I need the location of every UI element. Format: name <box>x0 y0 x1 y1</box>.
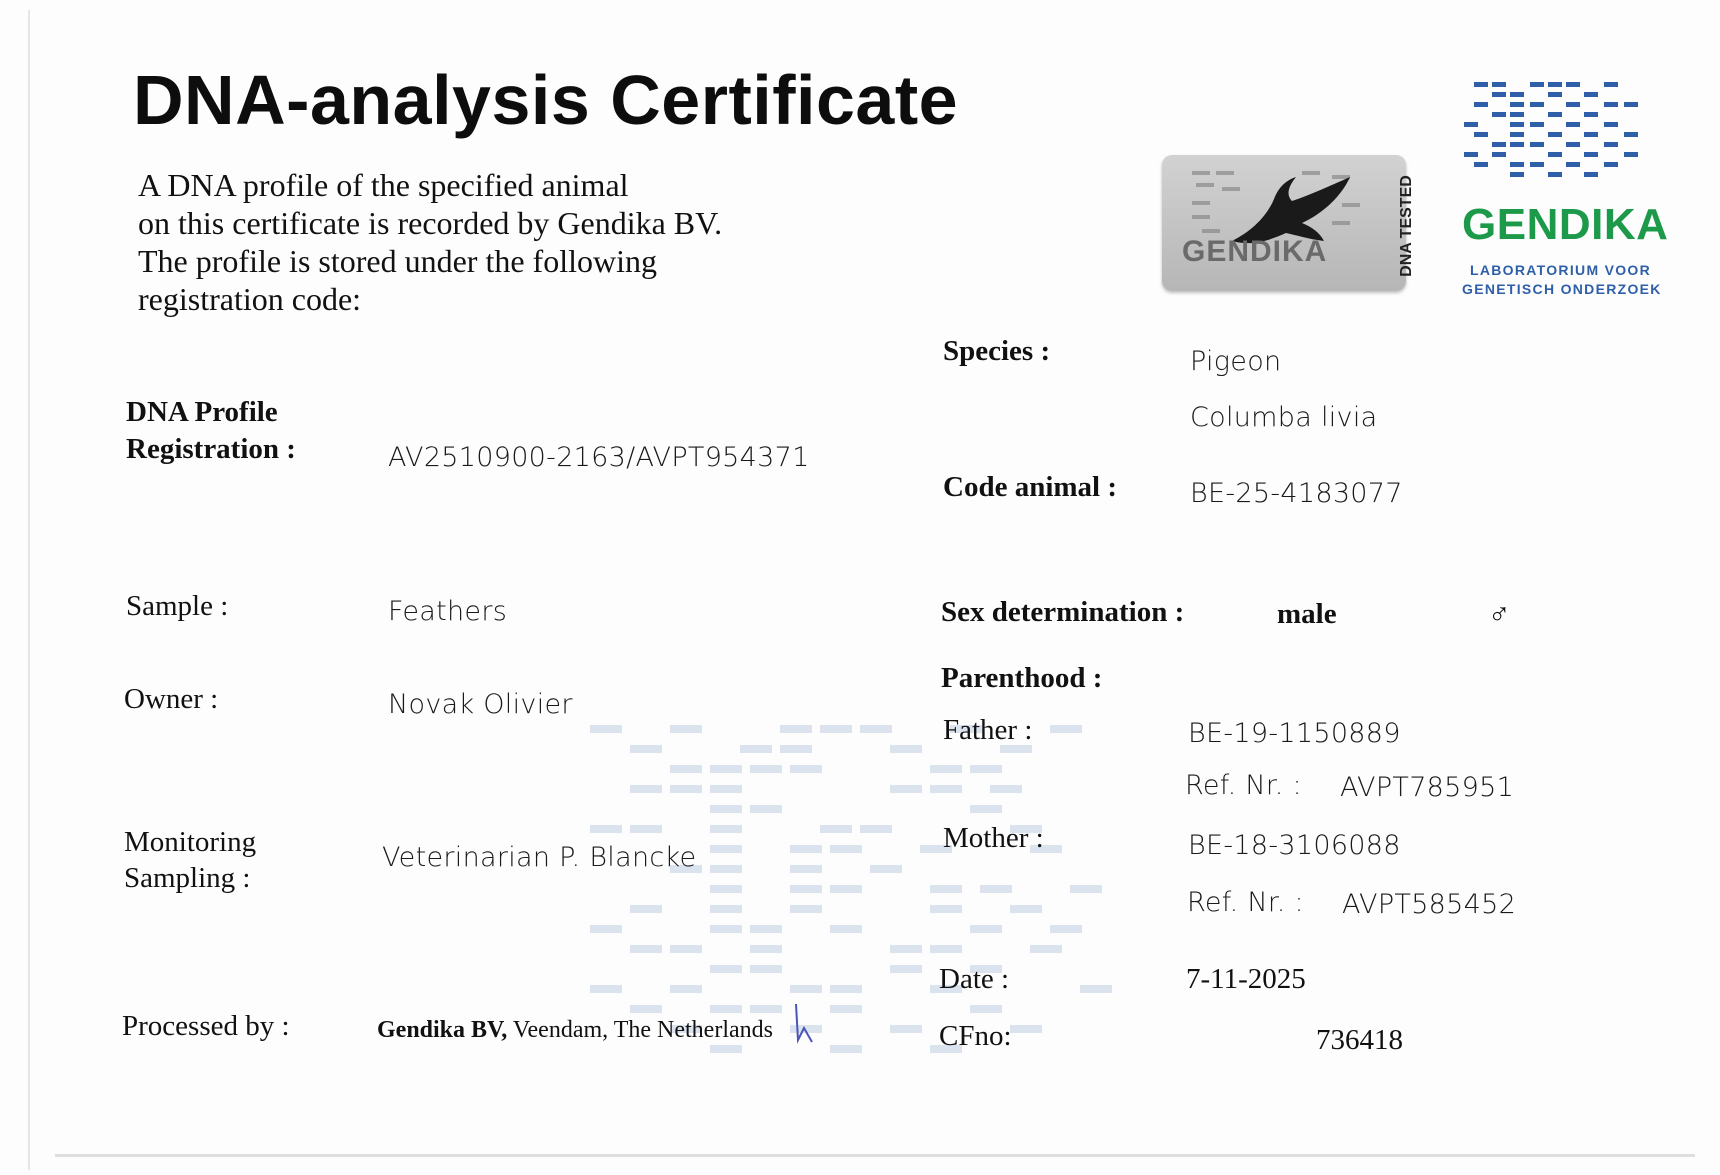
species-common: Pigeon <box>1190 346 1282 377</box>
processed-company: Gendika BV, <box>377 1017 508 1043</box>
father-label: Father : <box>943 714 1033 746</box>
father-ref-value: AVPT785951 <box>1340 772 1515 803</box>
sample-value: Feathers <box>388 596 508 627</box>
processed-value <box>377 1017 773 1044</box>
species-label: Species : <box>943 335 1051 367</box>
species-latin: Columba livia <box>1190 402 1378 433</box>
intro-line-4: registration code: <box>138 281 362 317</box>
registration-value: AV2510900-2163/AVPT954371 <box>388 442 810 473</box>
date-value: 7-11-2025 <box>1186 963 1306 995</box>
dna-tested-badge <box>1162 155 1415 291</box>
registration-label-2: Registration : <box>126 433 296 465</box>
logo-subtitle-2: GENETISCH ONDERZOEK <box>1462 281 1662 297</box>
cfno-label: CFno: <box>939 1020 1012 1052</box>
cfno-value: 736418 <box>1316 1024 1403 1056</box>
page-edge-left <box>28 10 30 1170</box>
father-value: BE-19-1150889 <box>1188 718 1401 749</box>
intro-line-2: on this certificate is recorded by Gendika BV. <box>138 205 723 241</box>
gendika-logo-icon <box>1464 80 1650 188</box>
intro-line-1: A DNA profile of the specified animal <box>138 167 629 203</box>
monitoring-label-1: Monitoring <box>124 826 257 858</box>
registration-label-1: DNA Profile <box>126 396 278 428</box>
sex-value: male <box>1277 598 1337 630</box>
sex-label: Sex determination : <box>941 596 1185 628</box>
logo-subtitle-1: LABORATORIUM VOOR <box>1470 262 1652 278</box>
logo-name: GENDIKA <box>1462 200 1669 249</box>
monitoring-value: Veterinarian P. Blancke <box>382 842 697 873</box>
mother-ref-label: Ref. Nr. : <box>1187 887 1304 918</box>
owner-value: Novak Olivier <box>388 689 573 720</box>
parenthood-label: Parenthood : <box>941 662 1103 694</box>
owner-label: Owner : <box>124 683 219 715</box>
father-ref-label: Ref. Nr. : <box>1185 770 1302 801</box>
mother-label: Mother : <box>943 822 1044 854</box>
intro-line-3: The profile is stored under the following <box>138 243 657 279</box>
processed-location: Veendam, The Netherlands <box>507 1017 773 1043</box>
code-animal-label: Code animal : <box>943 471 1117 503</box>
male-symbol-icon: ♂ <box>1488 598 1511 631</box>
mother-ref-value: AVPT585452 <box>1342 889 1517 920</box>
monitoring-label-2: Sampling : <box>124 862 251 894</box>
certificate-title: DNA-analysis Certificate <box>133 61 959 139</box>
date-label: Date : <box>939 963 1010 995</box>
mother-value: BE-18-3106088 <box>1188 830 1401 861</box>
processed-label: Processed by : <box>122 1010 290 1042</box>
badge-brand: GENDIKA <box>1182 235 1328 268</box>
sample-label: Sample : <box>126 590 229 622</box>
code-animal-value: BE-25-4183077 <box>1190 478 1403 509</box>
badge-tag: DNA TESTED <box>1397 175 1415 277</box>
page-edge-bottom <box>55 1154 1695 1157</box>
signature-mark <box>790 1000 820 1046</box>
